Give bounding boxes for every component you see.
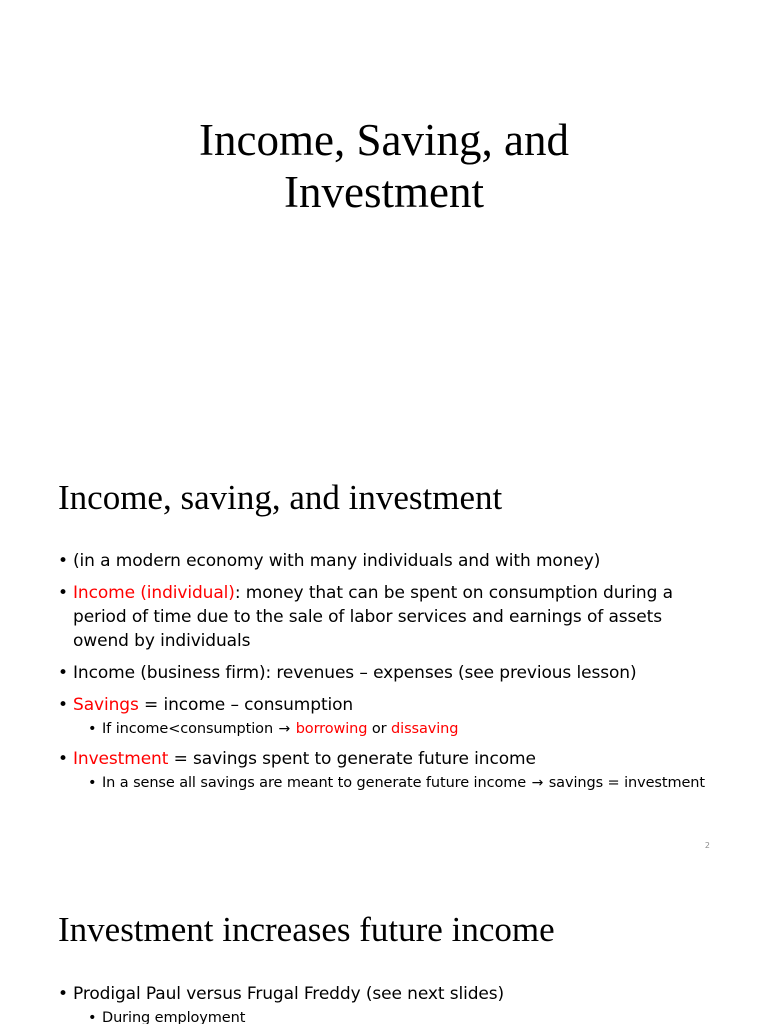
bullet-text: Prodigal Paul versus Frugal Freddy (see next slides) bbox=[73, 984, 505, 1004]
bullet-text: (in a modern economy with many individuals and with money) bbox=[73, 551, 601, 571]
slide-title-line-2: Investment bbox=[284, 167, 484, 217]
bullet-text: = savings spent to generate future income bbox=[168, 749, 536, 769]
term-savings: Savings bbox=[73, 695, 139, 715]
sub-bullet-list bbox=[73, 1008, 718, 1024]
title-slide bbox=[0, 0, 768, 440]
bullet-item bbox=[58, 661, 718, 685]
sub-bullet-item bbox=[73, 773, 718, 793]
sub-bullet-list bbox=[73, 719, 718, 739]
term-income: Income (individual) bbox=[73, 583, 235, 603]
bullet-list bbox=[58, 982, 718, 1024]
bullet-item bbox=[58, 982, 718, 1024]
arrow-right-icon: → bbox=[531, 775, 544, 791]
slide-title-line-1: Income, Saving, and bbox=[199, 115, 569, 165]
sub-bullet-text: In a sense all savings are meant to generate future income bbox=[102, 775, 531, 791]
bullet-text: : money that can be spent on consumption during a period of time due to the sale of labor services and earnings of assets owend by individuals bbox=[73, 583, 673, 651]
sub-bullet-text: During employment bbox=[102, 1010, 246, 1024]
bullet-item bbox=[58, 747, 718, 793]
term-investment: Investment bbox=[73, 749, 169, 769]
bullet-item bbox=[58, 549, 718, 573]
bullet-text: Income (business firm): revenues – expenses (see previous lesson) bbox=[73, 663, 637, 683]
slide-heading: Income, saving, and investment bbox=[58, 478, 503, 517]
bullet-list bbox=[58, 549, 718, 801]
content-slide-3 bbox=[0, 860, 768, 1024]
sub-bullet-item bbox=[73, 719, 718, 739]
sub-bullet-text: savings = investment bbox=[544, 775, 705, 791]
content-slide-2 bbox=[0, 440, 768, 860]
bullet-item bbox=[58, 693, 718, 739]
arrow-right-icon: → bbox=[278, 721, 291, 737]
sub-bullet-list bbox=[73, 773, 718, 793]
sub-bullet-text: If income<consumption bbox=[102, 721, 278, 737]
bullet-text: = income – consumption bbox=[138, 695, 354, 715]
slide-heading: Investment increases future income bbox=[58, 910, 555, 949]
term-dissaving: dissaving bbox=[391, 721, 459, 737]
page-number: 2 bbox=[704, 841, 710, 850]
sub-bullet-item bbox=[73, 1008, 718, 1024]
sub-bullet-text: or bbox=[367, 721, 392, 737]
term-borrowing: borrowing bbox=[295, 721, 368, 737]
bullet-item bbox=[58, 581, 718, 653]
slide-title bbox=[0, 114, 768, 218]
